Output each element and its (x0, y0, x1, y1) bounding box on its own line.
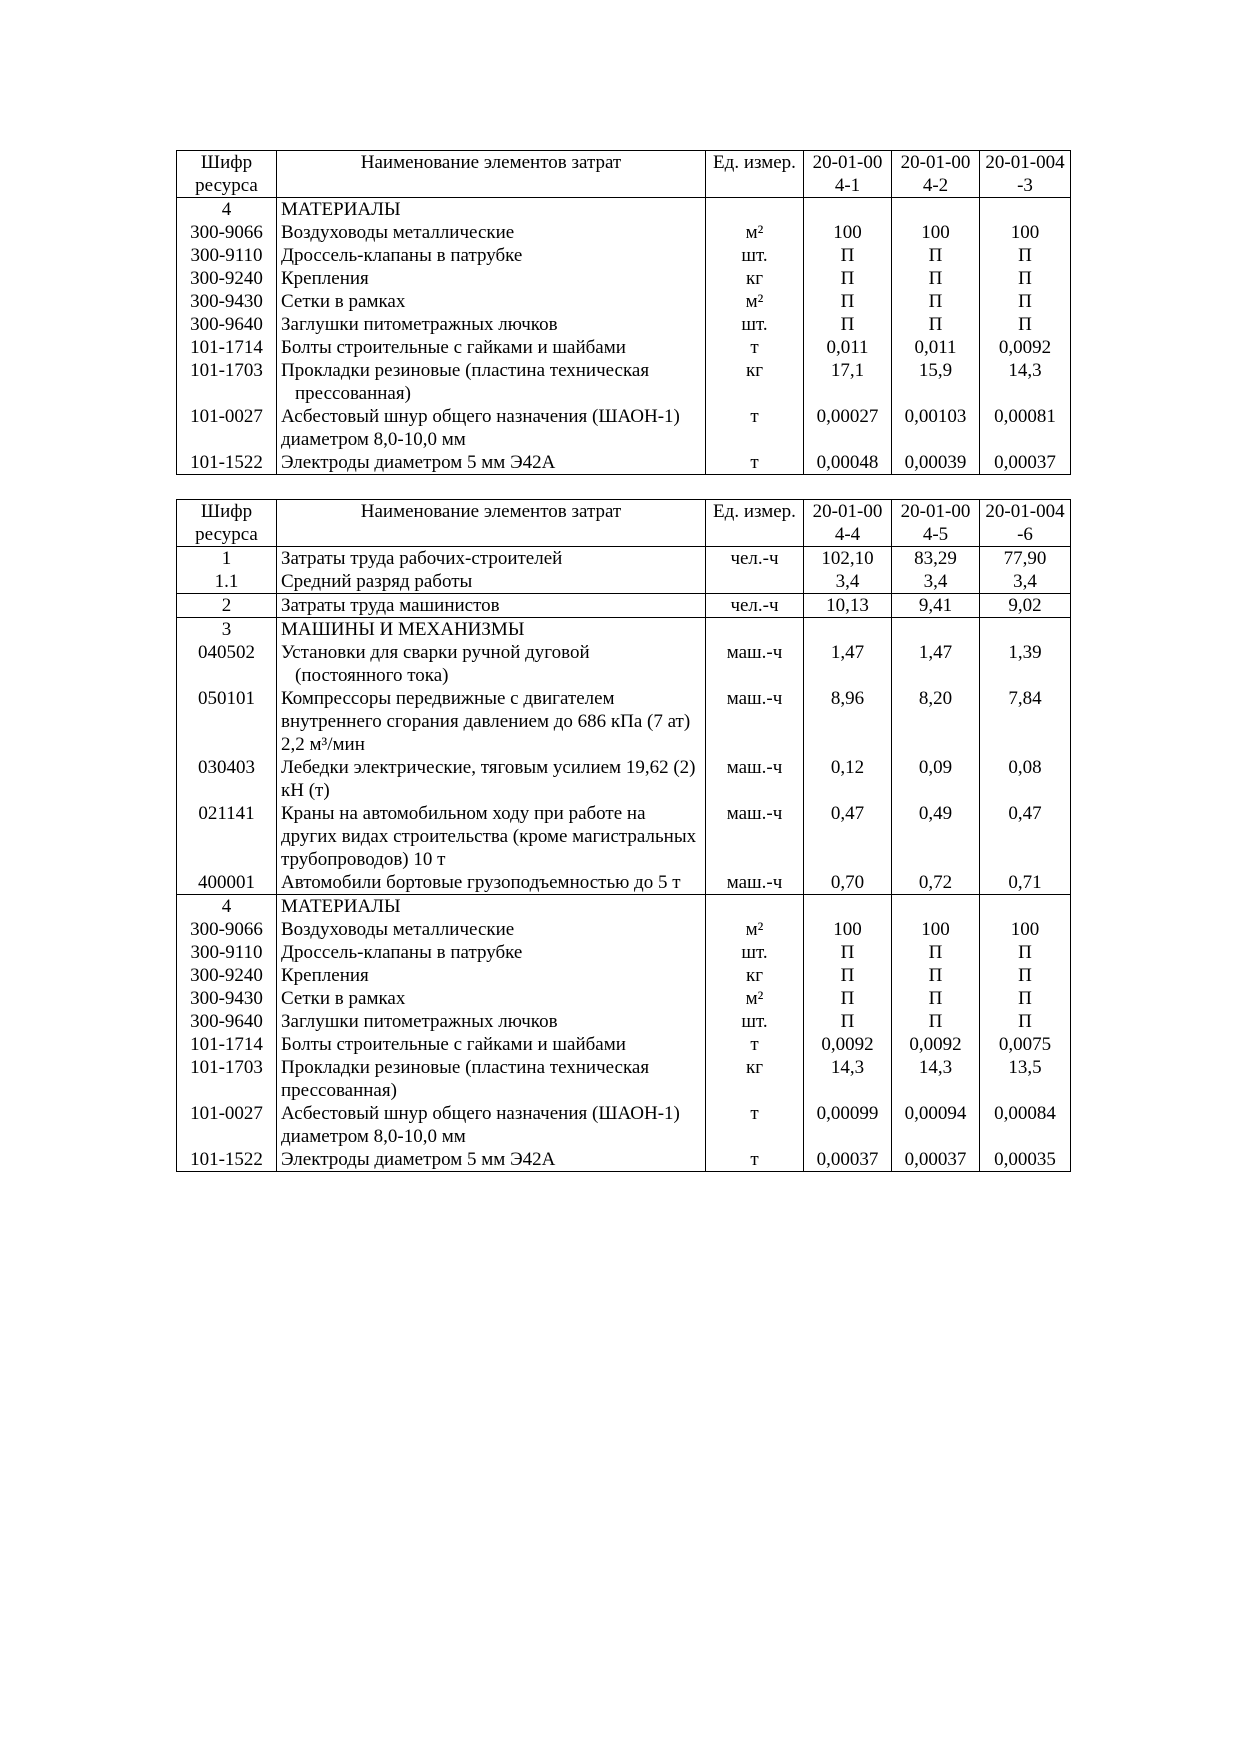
unit-cell: маш.-ч (706, 802, 804, 871)
cost-element-name-text: Асбестовый шнур общего назначения (ШАОН-1) диаметром 8,0-10,0 мм (281, 1103, 680, 1147)
norm-value-cell: П (892, 987, 980, 1010)
table-row (177, 918, 1071, 941)
header-norm-3: 20-01-004-6 (980, 500, 1071, 547)
resource-code-cell: 3 (177, 618, 277, 642)
table-row (177, 451, 1071, 475)
norm-value-cell: П (804, 244, 892, 267)
cost-element-name-cell (277, 547, 706, 571)
cost-element-name-text: Прокладки резиновые (пластина техническая прессованная) (281, 1057, 650, 1101)
resource-code-cell: 300-9640 (177, 313, 277, 336)
table-row (177, 1148, 1071, 1172)
cost-element-name-cell (277, 964, 706, 987)
unit-cell: т (706, 1148, 804, 1172)
norm-value-cell (892, 198, 980, 222)
unit-cell: т (706, 405, 804, 451)
resource-code-cell: 300-9066 (177, 221, 277, 244)
norm-value-cell: 100 (980, 221, 1071, 244)
cost-element-name-text: Дроссель-клапаны в патрубке (281, 245, 523, 266)
unit-cell: маш.-ч (706, 756, 804, 802)
norm-value-cell: 13,5 (980, 1056, 1071, 1102)
cost-element-name-text: Болты строительные с гайками и шайбами (281, 1034, 626, 1055)
resource-code-cell: 040502 (177, 641, 277, 687)
table-row (177, 871, 1071, 895)
norm-value-cell: П (804, 290, 892, 313)
norm-value-cell: П (980, 987, 1071, 1010)
table-row (177, 618, 1071, 642)
resource-code-cell: 101-0027 (177, 405, 277, 451)
norm-value-cell: 0,00094 (892, 1102, 980, 1148)
table-row (177, 405, 1071, 451)
norm-value-cell: 100 (804, 221, 892, 244)
table-row (177, 336, 1071, 359)
header-unit: Ед. измер. (706, 151, 804, 198)
unit-cell: чел.-ч (706, 594, 804, 618)
norm-value-cell: 0,47 (980, 802, 1071, 871)
header-norm-2: 20-01-004-5 (892, 500, 980, 547)
cost-element-name-cell (277, 687, 706, 756)
norm-value-cell: 7,84 (980, 687, 1071, 756)
table-row (177, 267, 1071, 290)
unit-cell: кг (706, 964, 804, 987)
table-row (177, 895, 1071, 919)
table-row (177, 594, 1071, 618)
cost-element-name-cell (277, 895, 706, 919)
header-norm-1: 20-01-004-1 (804, 151, 892, 198)
resource-code-cell: 030403 (177, 756, 277, 802)
norm-value-cell: 0,72 (892, 871, 980, 895)
cost-element-name-text: Краны на автомобильном ходу при работе на других видах строительства (кроме магистральных трубопроводов) 10 т (281, 803, 697, 870)
resource-code-cell: 021141 (177, 802, 277, 871)
table-row (177, 244, 1071, 267)
header-norm-3: 20-01-004-3 (980, 151, 1071, 198)
unit-cell: т (706, 1102, 804, 1148)
norm-value-cell: 100 (804, 918, 892, 941)
cost-element-name-cell (277, 1056, 706, 1102)
norm-value-cell: 1,47 (892, 641, 980, 687)
cost-element-name-cell (277, 290, 706, 313)
cost-element-name-cell (277, 941, 706, 964)
cost-element-name-cell (277, 221, 706, 244)
cost-element-name-cell (277, 918, 706, 941)
table-row (177, 1056, 1071, 1102)
cost-element-name-text: Лебедки электрические, тяговым усилием 19,62 (2) кН (т) (281, 757, 696, 801)
resource-code-cell: 300-9240 (177, 964, 277, 987)
norm-value-cell: 0,00084 (980, 1102, 1071, 1148)
cost-element-name-text: Дроссель-клапаны в патрубке (281, 942, 523, 963)
table-header-row (177, 151, 1071, 198)
resource-code-cell: 400001 (177, 871, 277, 895)
norm-value-cell: П (804, 1010, 892, 1033)
resource-code-cell: 101-1703 (177, 359, 277, 405)
norm-value-cell: 17,1 (804, 359, 892, 405)
norm-value-cell: П (804, 313, 892, 336)
norm-value-cell: П (804, 964, 892, 987)
norm-value-cell (980, 198, 1071, 222)
unit-cell (706, 895, 804, 919)
resource-code-cell: 101-1522 (177, 451, 277, 475)
unit-cell: т (706, 336, 804, 359)
norm-value-cell: 0,47 (804, 802, 892, 871)
table-row (177, 941, 1071, 964)
resource-code-cell: 300-9640 (177, 1010, 277, 1033)
unit-cell: маш.-ч (706, 641, 804, 687)
cost-element-name-text: Установки для сварки ручной дуговой (постоянного тока) (281, 642, 590, 686)
norm-value-cell: 3,4 (804, 570, 892, 594)
norm-value-cell (804, 198, 892, 222)
unit-cell: шт. (706, 1010, 804, 1033)
unit-cell: шт. (706, 941, 804, 964)
norm-value-cell: 0,70 (804, 871, 892, 895)
resource-code-cell: 1.1 (177, 570, 277, 594)
table-row (177, 987, 1071, 1010)
resource-code-cell: 300-9110 (177, 941, 277, 964)
cost-element-name-text: Крепления (281, 268, 369, 289)
norm-value-cell: 0,71 (980, 871, 1071, 895)
cost-element-name-cell (277, 1010, 706, 1033)
norm-value-cell: П (980, 244, 1071, 267)
resource-code-cell: 300-9430 (177, 987, 277, 1010)
norm-value-cell: П (980, 964, 1071, 987)
norm-value-cell: П (892, 313, 980, 336)
norm-value-cell: П (980, 1010, 1071, 1033)
unit-cell: кг (706, 1056, 804, 1102)
norm-value-cell: П (980, 313, 1071, 336)
norm-value-cell (892, 895, 980, 919)
header-cost-element-name: Наименование элементов затрат (277, 151, 706, 198)
norm-value-cell: 0,00103 (892, 405, 980, 451)
unit-cell: маш.-ч (706, 687, 804, 756)
table-row (177, 1010, 1071, 1033)
cost-element-name-text: Заглушки питометражных лючков (281, 1011, 558, 1032)
resource-code-cell: 4 (177, 198, 277, 222)
norm-value-cell: 83,29 (892, 547, 980, 571)
norm-value-cell: 9,41 (892, 594, 980, 618)
resource-code-cell: 300-9066 (177, 918, 277, 941)
norm-value-cell: 0,00035 (980, 1148, 1071, 1172)
norm-value-cell: П (892, 267, 980, 290)
norm-value-cell: 77,90 (980, 547, 1071, 571)
norm-value-cell: 0,00081 (980, 405, 1071, 451)
unit-cell (706, 198, 804, 222)
cost-element-name-cell (277, 313, 706, 336)
document-page (176, 150, 1070, 1172)
cost-element-name-text: Сетки в рамках (281, 291, 406, 312)
norm-value-cell: 14,3 (892, 1056, 980, 1102)
norm-value-cell: 0,00099 (804, 1102, 892, 1148)
unit-cell (706, 570, 804, 594)
norm-value-cell: 0,49 (892, 802, 980, 871)
resource-code-cell: 300-9110 (177, 244, 277, 267)
norm-value-cell: П (804, 941, 892, 964)
norm-value-cell: 1,47 (804, 641, 892, 687)
unit-cell: м² (706, 290, 804, 313)
norm-value-cell: П (892, 964, 980, 987)
norm-value-cell: 0,00037 (892, 1148, 980, 1172)
norm-value-cell: 100 (892, 918, 980, 941)
cost-element-name-text: Заглушки питометражных лючков (281, 314, 558, 335)
norm-value-cell: П (804, 987, 892, 1010)
cost-element-name-cell (277, 618, 706, 642)
cost-element-name-text: Сетки в рамках (281, 988, 406, 1009)
cost-element-name-cell (277, 756, 706, 802)
unit-cell: шт. (706, 244, 804, 267)
norm-value-cell: 0,00039 (892, 451, 980, 475)
cost-element-name-text: Электроды диаметром 5 мм Э42А (281, 452, 556, 473)
cost-element-name-text: Болты строительные с гайками и шайбами (281, 337, 626, 358)
norm-value-cell: 0,00037 (804, 1148, 892, 1172)
cost-element-name-text: МАТЕРИАЛЫ (281, 896, 401, 917)
cost-element-name-text: Компрессоры передвижные с двигателем внутреннего сгорания давлением до 686 кПа (7 ат) 2,2 м³/мин (281, 688, 691, 755)
table-row (177, 198, 1071, 222)
norm-value-cell: 0,00048 (804, 451, 892, 475)
cost-element-name-cell (277, 570, 706, 594)
resource-code-cell: 1 (177, 547, 277, 571)
norm-value-cell: 9,02 (980, 594, 1071, 618)
norm-value-cell: 102,10 (804, 547, 892, 571)
norm-value-cell: 0,12 (804, 756, 892, 802)
norm-value-cell: 14,3 (804, 1056, 892, 1102)
unit-cell (706, 618, 804, 642)
cost-element-name-cell (277, 244, 706, 267)
resource-code-cell: 050101 (177, 687, 277, 756)
norm-value-cell: П (892, 1010, 980, 1033)
resource-code-cell: 101-0027 (177, 1102, 277, 1148)
cost-element-name-text: Крепления (281, 965, 369, 986)
cost-element-name-cell (277, 267, 706, 290)
resource-code-cell: 101-1522 (177, 1148, 277, 1172)
norm-value-cell: 3,4 (980, 570, 1071, 594)
resource-code-cell: 2 (177, 594, 277, 618)
cost-element-name-cell (277, 198, 706, 222)
norm-value-cell: 10,13 (804, 594, 892, 618)
cost-element-name-text: Воздуховоды металлические (281, 919, 515, 940)
resource-table-2 (176, 499, 1071, 1172)
norm-value-cell: 0,00027 (804, 405, 892, 451)
unit-cell: м² (706, 987, 804, 1010)
resource-code-cell: 101-1703 (177, 1056, 277, 1102)
table-row (177, 1033, 1071, 1056)
unit-cell: м² (706, 221, 804, 244)
cost-element-name-cell (277, 802, 706, 871)
cost-element-name-text: Асбестовый шнур общего назначения (ШАОН-1) диаметром 8,0-10,0 мм (281, 406, 680, 450)
header-cost-element-name: Наименование элементов затрат (277, 500, 706, 547)
table-row (177, 359, 1071, 405)
cost-element-name-cell (277, 871, 706, 895)
unit-cell: маш.-ч (706, 871, 804, 895)
cost-element-name-cell (277, 1102, 706, 1148)
norm-value-cell: П (980, 267, 1071, 290)
norm-value-cell: 14,3 (980, 359, 1071, 405)
cost-element-name-text: Электроды диаметром 5 мм Э42А (281, 1149, 556, 1170)
table-row (177, 641, 1071, 687)
resource-code-cell: 300-9430 (177, 290, 277, 313)
norm-value-cell: П (892, 290, 980, 313)
unit-cell: кг (706, 359, 804, 405)
norm-value-cell: 0,011 (804, 336, 892, 359)
cost-element-name-text: Средний разряд работы (281, 571, 473, 592)
unit-cell: т (706, 451, 804, 475)
norm-value-cell (892, 618, 980, 642)
header-resource-code: Шифр ресурса (177, 500, 277, 547)
norm-value-cell: 15,9 (892, 359, 980, 405)
table-row (177, 570, 1071, 594)
table-row (177, 756, 1071, 802)
cost-element-name-cell (277, 641, 706, 687)
cost-element-name-cell (277, 987, 706, 1010)
unit-cell: т (706, 1033, 804, 1056)
header-resource-code: Шифр ресурса (177, 151, 277, 198)
table-header-row (177, 500, 1071, 547)
cost-element-name-text: Затраты труда машинистов (281, 595, 500, 616)
norm-value-cell: 100 (980, 918, 1071, 941)
resource-code-cell: 300-9240 (177, 267, 277, 290)
resource-code-cell: 101-1714 (177, 336, 277, 359)
norm-value-cell: 8,96 (804, 687, 892, 756)
norm-value-cell: П (892, 941, 980, 964)
norm-value-cell: П (804, 267, 892, 290)
norm-value-cell (980, 895, 1071, 919)
norm-value-cell: 0,0092 (892, 1033, 980, 1056)
table-row (177, 802, 1071, 871)
resource-code-cell: 4 (177, 895, 277, 919)
unit-cell: кг (706, 267, 804, 290)
norm-value-cell: 0,09 (892, 756, 980, 802)
cost-element-name-text: Прокладки резиновые (пластина техническая прессованная) (281, 360, 650, 404)
cost-element-name-text: Затраты труда рабочих-строителей (281, 548, 563, 569)
norm-value-cell: 0,0075 (980, 1033, 1071, 1056)
cost-element-name-cell (277, 405, 706, 451)
norm-value-cell: 100 (892, 221, 980, 244)
cost-element-name-cell (277, 451, 706, 475)
cost-element-name-cell (277, 359, 706, 405)
norm-value-cell: 0,00037 (980, 451, 1071, 475)
table-row (177, 313, 1071, 336)
table-row (177, 964, 1071, 987)
table-row (177, 687, 1071, 756)
header-norm-2: 20-01-004-2 (892, 151, 980, 198)
norm-value-cell (804, 895, 892, 919)
norm-value-cell: 0,011 (892, 336, 980, 359)
cost-element-name-text: МАТЕРИАЛЫ (281, 199, 401, 220)
unit-cell: шт. (706, 313, 804, 336)
cost-element-name-cell (277, 594, 706, 618)
cost-element-name-text: Воздуховоды металлические (281, 222, 515, 243)
resource-table-1 (176, 150, 1071, 475)
norm-value-cell: П (892, 244, 980, 267)
unit-cell: чел.-ч (706, 547, 804, 571)
header-unit: Ед. измер. (706, 500, 804, 547)
norm-value-cell: П (980, 941, 1071, 964)
header-norm-1: 20-01-004-4 (804, 500, 892, 547)
resource-code-cell: 101-1714 (177, 1033, 277, 1056)
table-row (177, 221, 1071, 244)
cost-element-name-cell (277, 336, 706, 359)
norm-value-cell: 0,08 (980, 756, 1071, 802)
cost-element-name-text: МАШИНЫ И МЕХАНИЗМЫ (281, 619, 525, 640)
norm-value-cell (980, 618, 1071, 642)
norm-value-cell: 3,4 (892, 570, 980, 594)
norm-value-cell: 8,20 (892, 687, 980, 756)
norm-value-cell: П (980, 290, 1071, 313)
table-row (177, 547, 1071, 571)
norm-value-cell: 0,0092 (804, 1033, 892, 1056)
table-row (177, 290, 1071, 313)
unit-cell: м² (706, 918, 804, 941)
norm-value-cell (804, 618, 892, 642)
cost-element-name-cell (277, 1033, 706, 1056)
cost-element-name-text: Автомобили бортовые грузоподъемностью до 5 т (281, 872, 681, 893)
table-row (177, 1102, 1071, 1148)
norm-value-cell: 1,39 (980, 641, 1071, 687)
norm-value-cell: 0,0092 (980, 336, 1071, 359)
cost-element-name-cell (277, 1148, 706, 1172)
